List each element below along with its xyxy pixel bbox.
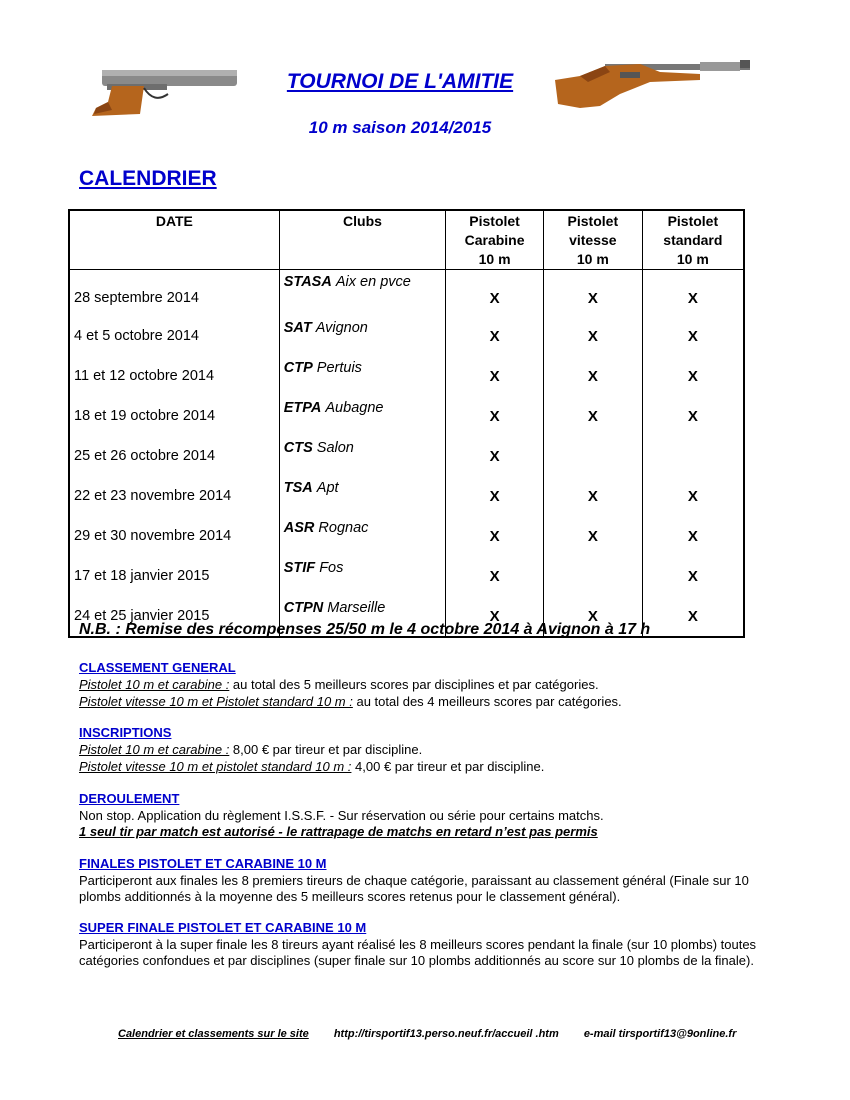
table-row (69, 396, 744, 436)
club-code: STASA (283, 274, 332, 290)
calendar-heading: CALENDRIER (79, 167, 217, 190)
calendar-table (68, 209, 745, 638)
mark-pistolet-standard: X (642, 356, 744, 396)
mark-pistolet-standard: X (642, 516, 744, 556)
club-cell (279, 516, 445, 556)
table-row (69, 556, 744, 596)
footer (118, 1028, 758, 1040)
superfinale-heading: SUPER FINALE PISTOLET ET CARABINE 10 M (79, 920, 367, 935)
season-subtitle: 10 m saison 2014/2015 (308, 118, 492, 137)
club-cell (279, 316, 445, 356)
mark-pistolet-carabine: X (446, 316, 544, 356)
mark-pistolet-vitesse: X (543, 396, 642, 436)
classement-line-1 (79, 677, 769, 693)
nb-note: N.B. : Remise des récompenses 25/50 m le 4 octobre 2014 à Avignon à 17 h (79, 621, 651, 638)
mark-pistolet-vitesse: X (543, 316, 642, 356)
club-city: Rognac (318, 520, 369, 536)
page-title: TOURNOI DE L'AMITIE (286, 70, 514, 93)
mark-pistolet-standard: X (642, 556, 744, 596)
mark-pistolet-vitesse: X (543, 516, 642, 556)
classement-text-1: au total des 5 meilleurs scores par disciplines et par catégories. (229, 677, 599, 692)
table-row (69, 476, 744, 516)
date-cell: 28 septembre 2014 (69, 270, 279, 317)
club-city: Fos (319, 560, 344, 576)
mark-pistolet-carabine: X (446, 556, 544, 596)
inscriptions-label-2: Pistolet vitesse 10 m et pistolet standard 10 m : (79, 759, 352, 774)
club-code: CTS (283, 440, 313, 456)
mark-pistolet-standard: X (642, 476, 744, 516)
club-cell (279, 436, 445, 476)
column-header-pistolet-vitesse: Pistolet vitesse 10 m (543, 210, 642, 270)
club-code: ASR (283, 520, 315, 536)
club-code: CTPN (283, 600, 324, 616)
club-city: Avignon (315, 320, 368, 336)
mark-pistolet-standard: X (642, 270, 744, 317)
mark-pistolet-carabine: X (446, 356, 544, 396)
mark-pistolet-standard: X (642, 396, 744, 436)
column-header-pistolet-carabine: Pistolet Carabine 10 m (446, 210, 544, 270)
inscriptions-line-1 (79, 742, 769, 758)
table-row (69, 436, 744, 476)
footer-email-link[interactable]: e-mail tirsportif13@9online.fr (583, 1028, 737, 1040)
table-row (69, 316, 744, 356)
mark-pistolet-vitesse: X (543, 476, 642, 516)
club-city: Aubagne (325, 400, 384, 416)
mark-pistolet-vitesse: X (543, 356, 642, 396)
mark-pistolet-carabine: X (446, 396, 544, 436)
mark-pistolet-carabine: X (446, 270, 544, 317)
mark-pistolet-vitesse (543, 556, 642, 596)
date-cell: 11 et 12 octobre 2014 (69, 356, 279, 396)
club-city: Marseille (327, 600, 386, 616)
inscriptions-text-2: 4,00 € par tireur et par discipline. (351, 759, 545, 774)
date-cell: 17 et 18 janvier 2015 (69, 556, 279, 596)
column-header-clubs: Clubs (279, 210, 445, 270)
mark-pistolet-standard: X (642, 596, 744, 637)
mark-pistolet-carabine: X (446, 476, 544, 516)
footer-site-label: Calendrier et classements sur le site (118, 1028, 309, 1040)
club-code: STIF (283, 560, 316, 576)
deroulement-line-2: 1 seul tir par match est autorisé - le rattrapage de matchs en retard n’est pas permis (79, 824, 598, 839)
club-city: Apt (316, 480, 339, 496)
club-code: ETPA (283, 400, 322, 416)
column-header-date: DATE (69, 210, 279, 270)
column-header-pistolet-standard: Pistolet standard 10 m (642, 210, 744, 270)
date-cell: 4 et 5 octobre 2014 (69, 316, 279, 356)
club-cell (279, 356, 445, 396)
date-cell: 24 et 25 janvier 2015 (69, 596, 279, 637)
club-code: CTP (283, 360, 313, 376)
mark-pistolet-vitesse: X (543, 596, 642, 637)
mark-pistolet-standard (642, 436, 744, 476)
classement-label-1: Pistolet 10 m et carabine : (79, 677, 230, 692)
inscriptions-heading: INSCRIPTIONS (79, 725, 172, 740)
table-header-row (69, 210, 744, 270)
club-city: Pertuis (316, 360, 362, 376)
date-cell: 22 et 23 novembre 2014 (69, 476, 279, 516)
club-code: SAT (283, 320, 312, 336)
footer-url-link[interactable]: http://tirsportif13.perso.neuf.fr/accueil .htm (333, 1028, 559, 1040)
superfinale-text: Participeront à la super finale les 8 tireurs ayant réalisé les 8 meilleurs scores pendant la finale (sur 10 plombs) toutes catégories confondues et par disciplines (super finale sur 10 plombs additionnés au score sur 10 plombs de la finale). (79, 937, 757, 968)
inscriptions-line-2 (79, 759, 769, 775)
classement-label-2: Pistolet vitesse 10 m et Pistolet standard 10 m : (79, 694, 353, 709)
club-cell (279, 556, 445, 596)
mark-pistolet-standard: X (642, 316, 744, 356)
mark-pistolet-vitesse: X (543, 270, 642, 317)
table-row (69, 516, 744, 556)
mark-pistolet-carabine: X (446, 436, 544, 476)
club-city: Salon (316, 440, 354, 456)
date-cell: 25 et 26 octobre 2014 (69, 436, 279, 476)
club-cell (279, 396, 445, 436)
mark-pistolet-carabine: X (446, 596, 544, 637)
club-code: TSA (283, 480, 313, 496)
deroulement-line-1: Non stop. Application du règlement I.S.S.F. - Sur réservation ou série pour certains matchs. (79, 808, 604, 823)
classement-line-2 (79, 694, 769, 710)
finales-text: Participeront aux finales les 8 premiers tireurs de chaque catégorie, paraissant au classement général (Finale sur 10 plombs additionnés à la moyenne des 5 meilleurs scores retenus pour le classement général). (79, 873, 749, 904)
mark-pistolet-carabine: X (446, 516, 544, 556)
table-row (69, 356, 744, 396)
club-cell (279, 270, 445, 317)
club-city: Aix en pvce (335, 274, 411, 290)
inscriptions-text-1: 8,00 € par tireur et par discipline. (229, 742, 423, 757)
classement-text-2: au total des 4 meilleurs scores par catégories. (352, 694, 622, 709)
table-row (69, 270, 744, 317)
date-cell: 18 et 19 octobre 2014 (69, 396, 279, 436)
mark-pistolet-vitesse (543, 436, 642, 476)
date-cell: 29 et 30 novembre 2014 (69, 516, 279, 556)
inscriptions-label-1: Pistolet 10 m et carabine : (79, 742, 230, 757)
deroulement-heading: DEROULEMENT (79, 791, 180, 806)
club-cell (279, 476, 445, 516)
finales-heading: FINALES PISTOLET ET CARABINE 10 M (79, 856, 327, 871)
classement-heading: CLASSEMENT GENERAL (79, 660, 236, 675)
